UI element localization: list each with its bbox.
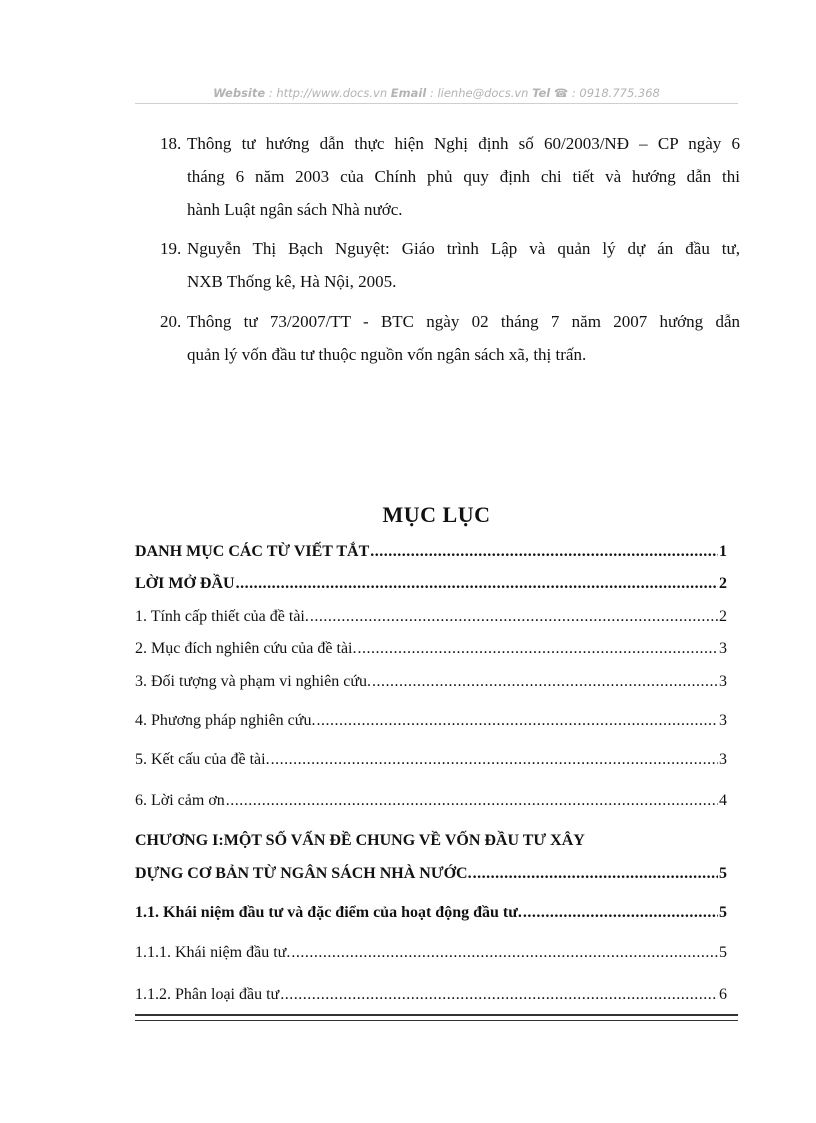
reference-text-line: quản lý vốn đầu tư thuộc nguồn vốn ngân sách xã, thị trấn. bbox=[187, 345, 587, 364]
toc-page-number: 1 bbox=[719, 543, 727, 560]
reference-number: 18. bbox=[160, 134, 182, 153]
toc-leader bbox=[236, 575, 718, 593]
toc-page-number: 5 bbox=[719, 944, 727, 961]
toc-leader bbox=[316, 712, 718, 730]
toc-entry-label: 3. Đối tượng và phạm vi nghiên cứu. bbox=[135, 673, 371, 690]
toc-chapter-heading-line1: CHƯƠNG I:MỘT SỐ VẤN ĐỀ CHUNG VỀ VỐN ĐẦU TƯ XÂY bbox=[135, 832, 585, 849]
toc-entry-label: 1.1. Khái niệm đầu tư và đặc điểm của hoạt động đầu tư. bbox=[135, 904, 522, 921]
toc-leader bbox=[291, 944, 718, 962]
toc-entry[interactable] bbox=[135, 792, 727, 810]
toc-leader bbox=[310, 608, 718, 626]
reference-item bbox=[160, 127, 740, 226]
tel-value: ☎ : 0918.775.368 bbox=[550, 86, 660, 100]
reference-text-line: tháng 6 năm 2003 của Chính phủ quy định chi tiết và hướng dẫn thi bbox=[187, 167, 740, 186]
toc-page-number: 3 bbox=[719, 712, 727, 729]
toc-title: MỤC LỤC bbox=[382, 502, 491, 527]
toc-leader bbox=[358, 640, 719, 658]
toc-leader bbox=[226, 792, 718, 810]
toc-entry-label: DANH MỤC CÁC TỪ VIẾT TẮT bbox=[135, 543, 370, 560]
toc-entry[interactable] bbox=[135, 673, 727, 691]
toc-page-number: 3 bbox=[719, 751, 727, 768]
website-label: Website bbox=[213, 86, 266, 100]
toc-leader bbox=[473, 865, 718, 883]
toc-entry-label: 6. Lời cảm ơn bbox=[135, 792, 225, 809]
toc-entry[interactable] bbox=[135, 543, 727, 561]
footer-double-divider bbox=[135, 1014, 738, 1021]
reference-text-line: Thông tư 73/2007/TT - BTC ngày 02 tháng 7 năm 2007 hướng dẫn bbox=[187, 312, 740, 331]
toc-page-number: 3 bbox=[719, 673, 727, 690]
toc-entry-label: 4. Phương pháp nghiên cứu. bbox=[135, 712, 316, 729]
reference-item bbox=[160, 305, 740, 371]
email-value: : lienhe@docs.vn bbox=[426, 86, 533, 100]
toc-entry[interactable] bbox=[135, 712, 727, 730]
toc-page-number: 2 bbox=[719, 608, 727, 625]
toc-page-number: 6 bbox=[719, 986, 727, 1003]
email-label: Email bbox=[390, 86, 427, 100]
toc-entry[interactable] bbox=[135, 944, 727, 962]
toc-leader bbox=[370, 543, 718, 561]
header-divider bbox=[135, 103, 738, 104]
toc-entry[interactable] bbox=[135, 608, 727, 626]
reference-text-line: Thông tư hướng dẫn thực hiện Nghị định số 60/2003/NĐ – CP ngày 6 bbox=[187, 134, 740, 153]
toc-entry-label: 5. Kết cấu của đề tài. bbox=[135, 751, 270, 768]
toc-entry-label: DỰNG CƠ BẢN TỪ NGÂN SÁCH NHÀ NƯỚC. bbox=[135, 865, 472, 882]
toc-leader bbox=[523, 904, 718, 922]
toc-leader bbox=[372, 673, 718, 691]
reference-text-line: hành Luật ngân sách Nhà nước. bbox=[187, 200, 403, 219]
toc-entry-label: 2. Mục đích nghiên cứu của đề tài. bbox=[135, 640, 357, 657]
page-header bbox=[135, 86, 738, 104]
toc-leader bbox=[280, 986, 718, 1004]
reference-text-line: NXB Thống kê, Hà Nội, 2005. bbox=[187, 272, 397, 291]
toc-entry[interactable] bbox=[135, 986, 727, 1004]
toc-page-number: 5 bbox=[719, 865, 727, 882]
toc-page-number: 5 bbox=[719, 904, 727, 921]
reference-text-line: Nguyễn Thị Bạch Nguyệt: Giáo trình Lập và quản lý dự án đầu tư, bbox=[187, 239, 740, 258]
reference-item bbox=[160, 232, 740, 298]
toc-entry-label: 1.1.2. Phân loại đầu tư bbox=[135, 986, 280, 1003]
toc-entry-label: 1. Tính cấp thiết của đề tài. bbox=[135, 608, 309, 625]
toc-entry[interactable] bbox=[135, 751, 727, 769]
toc-entry[interactable] bbox=[135, 904, 727, 922]
website-value: : http://www.docs.vn bbox=[265, 86, 391, 100]
toc-entry[interactable] bbox=[135, 575, 727, 593]
toc-entry-label: 1.1.1. Khái niệm đầu tư. bbox=[135, 944, 291, 961]
toc-entry-label: LỜI MỞ ĐẦU bbox=[135, 575, 235, 592]
tel-label: Tel bbox=[532, 86, 551, 100]
toc-entry[interactable] bbox=[135, 865, 727, 883]
toc-entry[interactable] bbox=[135, 640, 727, 658]
toc-leader bbox=[271, 751, 718, 769]
reference-number: 19. bbox=[160, 239, 182, 258]
toc-page-number: 3 bbox=[719, 640, 727, 657]
toc-page-number: 4 bbox=[719, 792, 727, 809]
reference-number: 20. bbox=[160, 312, 182, 331]
toc-page-number: 2 bbox=[719, 575, 727, 592]
